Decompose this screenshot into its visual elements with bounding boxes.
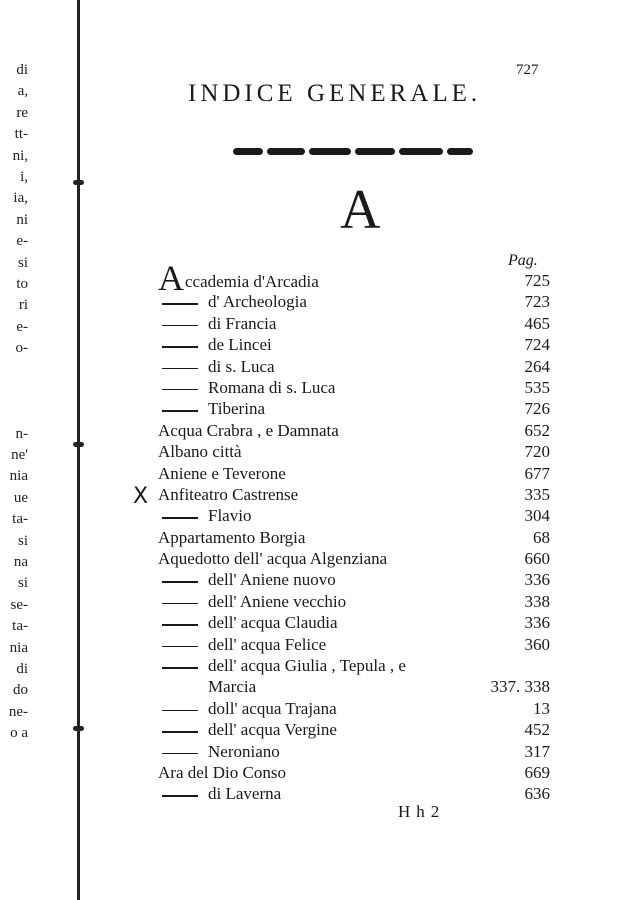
entry-label: [158, 762, 286, 783]
entry-text: di Francia: [208, 313, 277, 333]
signature-mark: Hh2: [398, 802, 446, 821]
index-entry: [158, 441, 550, 462]
entry-label: [208, 591, 346, 612]
spine-stitch: [73, 726, 84, 731]
gutter-line: tt-: [14, 126, 28, 143]
ditto-dash: [162, 303, 198, 305]
index-entry: [158, 634, 550, 655]
entry-label: [158, 548, 387, 569]
entry-text: di s. Luca: [208, 356, 275, 376]
gutter-line: to: [16, 275, 28, 292]
pag-column-label: Pag.: [508, 252, 538, 269]
entry-label: [208, 634, 326, 655]
gutter-line: n-: [15, 425, 28, 442]
entry-text: Appartamento Borgia: [158, 527, 306, 547]
entry-label: [208, 612, 338, 633]
section-letter: A: [340, 179, 381, 241]
entry-label: [208, 505, 251, 526]
gutter-line: [0, 381, 28, 402]
index-entry: [158, 762, 550, 783]
gutter-line: o-: [15, 340, 28, 357]
spine-stitch: [73, 442, 84, 447]
entry-page-number: 660: [524, 549, 550, 569]
gutter-line: si: [17, 575, 28, 592]
gutter-line: ri: [18, 297, 28, 314]
entry-text: ccademia d'Arcadia: [185, 272, 319, 291]
entry-label: [208, 676, 256, 697]
entry-text: Flavio: [208, 506, 252, 526]
gutter-line: ta-: [12, 511, 28, 528]
gutter-line: nia: [9, 468, 28, 485]
index-entry: [158, 741, 550, 762]
gutter-line: si: [17, 532, 28, 549]
entry-text: doll' acqua Trajana: [208, 698, 337, 718]
ornamental-rule: [233, 148, 473, 156]
entry-text: dell' acqua Giulia , Tepula , e: [208, 656, 406, 676]
gutter-line: ne': [11, 447, 28, 464]
entry-page-number: 264: [524, 356, 550, 376]
entry-page-number: 723: [524, 292, 550, 312]
index-entry: [158, 291, 550, 312]
spine-stitch: [73, 180, 84, 185]
entry-label: [208, 377, 335, 398]
gutter-line: do: [13, 682, 28, 699]
gutter-line: o a: [10, 725, 28, 742]
entry-page-number: 336: [524, 613, 550, 633]
entry-page-number: 317: [524, 741, 550, 761]
entry-page-number: 304: [524, 506, 550, 526]
entry-label: [208, 655, 406, 676]
entry-label: [208, 741, 280, 762]
entry-text: Acqua Crabra , e Damnata: [158, 420, 339, 440]
entry-label: [208, 334, 272, 355]
ditto-dash: [162, 581, 198, 583]
page-heading: INDICE GENERALE.: [188, 80, 482, 107]
gutter-line: e-: [16, 318, 28, 335]
margin-handwritten-mark: X: [133, 484, 149, 509]
entry-label: [158, 463, 286, 484]
gutter-line: si: [17, 254, 28, 271]
gutter-line: ne-: [8, 703, 28, 720]
entry-text: Neroniano: [208, 741, 280, 761]
gutter-line: re: [16, 104, 28, 121]
entry-page-number: 452: [524, 720, 550, 740]
entry-page-number: 336: [524, 570, 550, 590]
entry-text: Albano città: [158, 442, 242, 462]
index-entry: [158, 313, 550, 334]
ditto-dash: [162, 710, 198, 712]
entry-label: [158, 484, 298, 505]
ditto-dash: [162, 410, 198, 412]
page-number: 727: [516, 62, 539, 78]
entry-page-number: 68: [533, 527, 550, 547]
ditto-dash: [162, 603, 198, 605]
index-entry: [158, 377, 550, 398]
index-entry: [158, 676, 550, 697]
entry-page-number: 335: [524, 484, 550, 504]
entry-label: [208, 698, 337, 719]
ditto-dash: [162, 346, 198, 348]
gutter-line: na: [13, 553, 28, 570]
index-entry: [158, 698, 550, 719]
gutter-line: ta-: [12, 618, 28, 635]
entry-page-number: 13: [533, 698, 550, 718]
index-entry: [158, 655, 550, 676]
ditto-dash: [162, 368, 198, 370]
entry-page-number: 725: [524, 271, 550, 290]
entry-page-number: 720: [524, 442, 550, 462]
entry-text: dell' acqua Claudia: [208, 613, 338, 633]
gutter-line: [0, 359, 28, 380]
index-entry: [158, 527, 550, 548]
entry-text: dell' Aniene vecchio: [208, 591, 347, 611]
entry-page-number: 652: [524, 420, 550, 440]
entry-page-number: 726: [524, 399, 550, 419]
entry-text: dell' acqua Vergine: [208, 720, 337, 740]
entry-page-number: 724: [524, 335, 550, 355]
gutter-line: ni: [16, 211, 28, 228]
ditto-dash: [162, 795, 198, 797]
ditto-dash: [162, 325, 198, 327]
entry-label: [158, 258, 319, 298]
gutter-line: e-: [16, 233, 28, 250]
gutter-line: di: [16, 62, 28, 78]
entry-label: [208, 719, 337, 740]
entry-text: Ara del Dio Conso: [158, 762, 286, 782]
index-entry: [158, 420, 550, 441]
index-entry: [158, 719, 550, 740]
entry-label: [208, 398, 265, 419]
gutter-line: ue: [13, 489, 28, 506]
index-entry: [158, 783, 550, 804]
gutter-line: se-: [10, 596, 28, 613]
entry-page-number: 360: [524, 634, 550, 654]
gutter-line: ia,: [13, 190, 28, 207]
adjacent-page-margin-text: [0, 60, 28, 745]
entry-page-number: 535: [524, 377, 550, 397]
entry-label: [208, 291, 307, 312]
entry-text: Aquedotto dell' acqua Algenziana: [158, 549, 388, 569]
ditto-dash: [162, 753, 198, 755]
gutter-line: ni,: [12, 147, 28, 164]
entry-page-number: 337. 338: [490, 677, 550, 697]
ditto-dash: [162, 389, 198, 391]
entry-text: di Laverna: [208, 784, 282, 804]
index-entry: [158, 591, 550, 612]
index-entry: [158, 569, 550, 590]
entry-text: dell' Aniene nuovo: [208, 570, 336, 590]
gutter-line: nia: [9, 639, 28, 656]
index-entry: [158, 484, 550, 505]
ditto-dash: [162, 646, 198, 648]
entry-label: [208, 313, 276, 334]
index-entry: [158, 356, 550, 377]
ditto-dash: [162, 731, 198, 733]
entry-page-number: 636: [524, 784, 550, 804]
entry-label: [158, 420, 339, 441]
entry-page-number: 677: [524, 463, 550, 483]
entry-label: [208, 356, 275, 377]
entry-text: Tiberina: [208, 399, 265, 419]
gutter-line: di: [16, 660, 28, 677]
ditto-dash: [162, 517, 198, 519]
entry-page-number: 669: [524, 762, 550, 782]
index-entry: [158, 612, 550, 633]
entry-label: [158, 527, 305, 548]
drop-cap: A: [158, 258, 184, 298]
index-entry: [158, 463, 550, 484]
index-entry: [158, 398, 550, 419]
index-entry: [158, 505, 550, 526]
entry-label: [158, 441, 242, 462]
index-entry: [158, 548, 550, 569]
gutter-line: i,: [20, 168, 28, 185]
entry-page-number: 465: [524, 313, 550, 333]
entry-page-number: 338: [524, 591, 550, 611]
entry-text: Marcia: [208, 677, 257, 697]
entry-text: Aniene e Teverone: [158, 463, 286, 483]
entry-text: dell' acqua Felice: [208, 634, 327, 654]
index-entry: [158, 334, 550, 355]
entry-text: d' Archeologia: [208, 292, 307, 312]
entry-label: [208, 569, 336, 590]
entry-text: de Lincei: [208, 335, 272, 355]
entry-text: Anfiteatro Castrense: [158, 484, 299, 504]
ditto-dash: [162, 624, 198, 626]
book-spine: [77, 0, 80, 900]
gutter-line: a,: [17, 83, 28, 100]
entry-text: Romana di s. Luca: [208, 377, 336, 397]
gutter-line: [0, 402, 28, 423]
entry-label: [208, 783, 281, 804]
ditto-dash: [162, 667, 198, 669]
